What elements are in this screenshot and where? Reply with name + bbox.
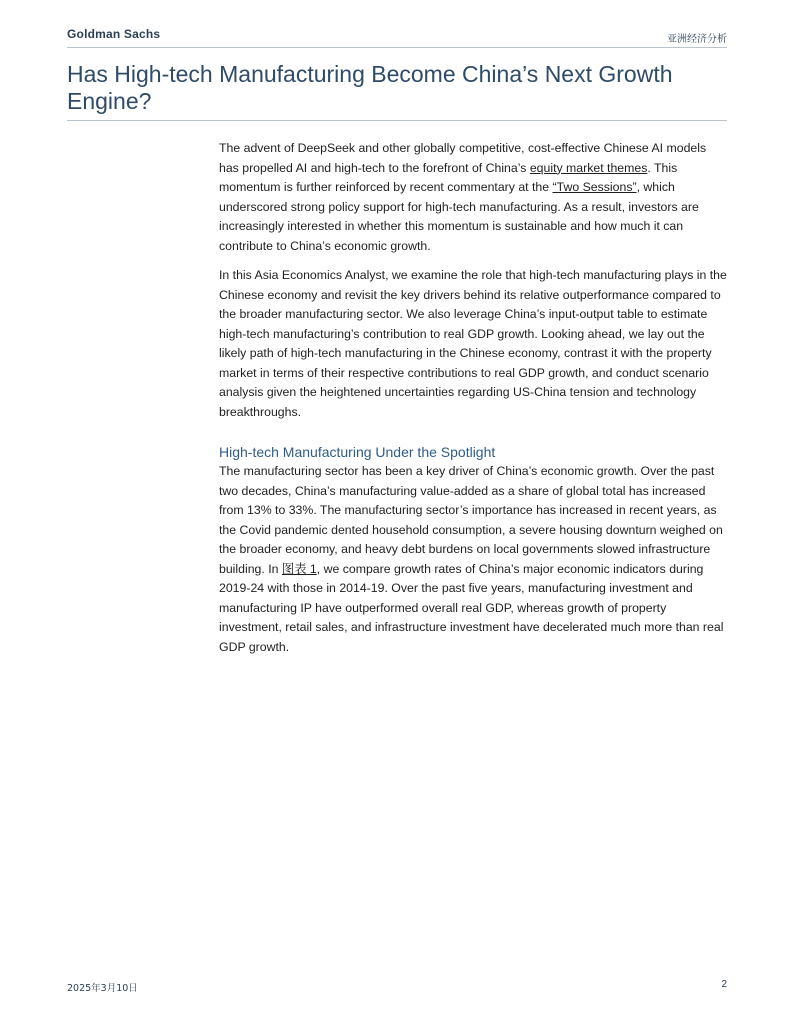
paragraph-overview: In this Asia Economics Analyst, we examine the role that high-tech manufacturing plays in the Chinese economy and revisit the key drivers behind its relative outperformance compared to the broader manufacturing sector. We also leverage China’s input-output table to estimate high-tech manufacturing’s contribution to real GDP growth. Looking ahead, we lay out the likely path of high-tech manufacturing in the Chinese economy, contrast it with the property market in terms of their respective contributions to real GDP growth, and conduct scenario analysis given the heightened uncertainties regarding US-China tension and technology breakthroughs. <box>219 268 727 419</box>
article-body <box>219 139 729 667</box>
header-divider <box>67 47 727 48</box>
equity-market-themes-link[interactable]: equity market themes <box>529 160 648 175</box>
paragraph-intro <box>219 139 729 256</box>
exhibit-1-link[interactable]: 图表 1 <box>281 561 317 576</box>
paragraph-intro-text-1: The advent of DeepSeek and other globally competitive, cost-effective Chinese AI models has propelled AI and high-tech to the forefront of China’s <box>219 141 707 175</box>
paragraph-intro-text-3: , which underscored strong policy support for high-tech manufacturing. As a result, investors are increasingly interested in whether this momentum is sustainable and how much it can contribute to China’s economic growth. <box>219 180 699 253</box>
paragraph-manufacturing-text-1: The manufacturing sector has been a key driver of China’s economic growth. Over the past two decades, China’s manufacturing value-added as a share of global total has increased from 13% to 33%. The manufacturing sector’s importance has increased in recent years, as the Covid pandemic dented household consumption, a severe housing downturn weighed on the broader economy, and heavy debt burdens on local governments slowed infrastructure building. In <box>219 464 723 576</box>
section-subheading: High-tech Manufacturing Under the Spotlight <box>219 444 496 460</box>
two-sessions-link[interactable]: “Two Sessions” <box>552 180 637 194</box>
brand-name: Goldman Sachs <box>67 27 161 41</box>
page-title: Has High-tech Manufacturing Become China’s Next Growth Engine? <box>67 61 673 114</box>
paragraph-manufacturing <box>219 462 729 657</box>
title-divider <box>67 120 727 121</box>
page-number: 2 <box>721 979 727 990</box>
section-label: 亚洲经济分析 <box>667 34 727 45</box>
footer-date: 2025年3月10日 <box>67 983 138 994</box>
paragraph-intro-text-2: . This momentum is further reinforced by recent commentary at the <box>219 160 678 194</box>
paragraph-manufacturing-text-2: , we compare growth rates of China’s major economic indicators during 2019-24 with those in 2014-19. Over the past five years, manufacturing investment and manufacturing IP have outperformed overall real GDP, whereas growth of property investment, retail sales, and infrastructure investment have decelerated much more than real GDP growth. <box>219 561 724 654</box>
